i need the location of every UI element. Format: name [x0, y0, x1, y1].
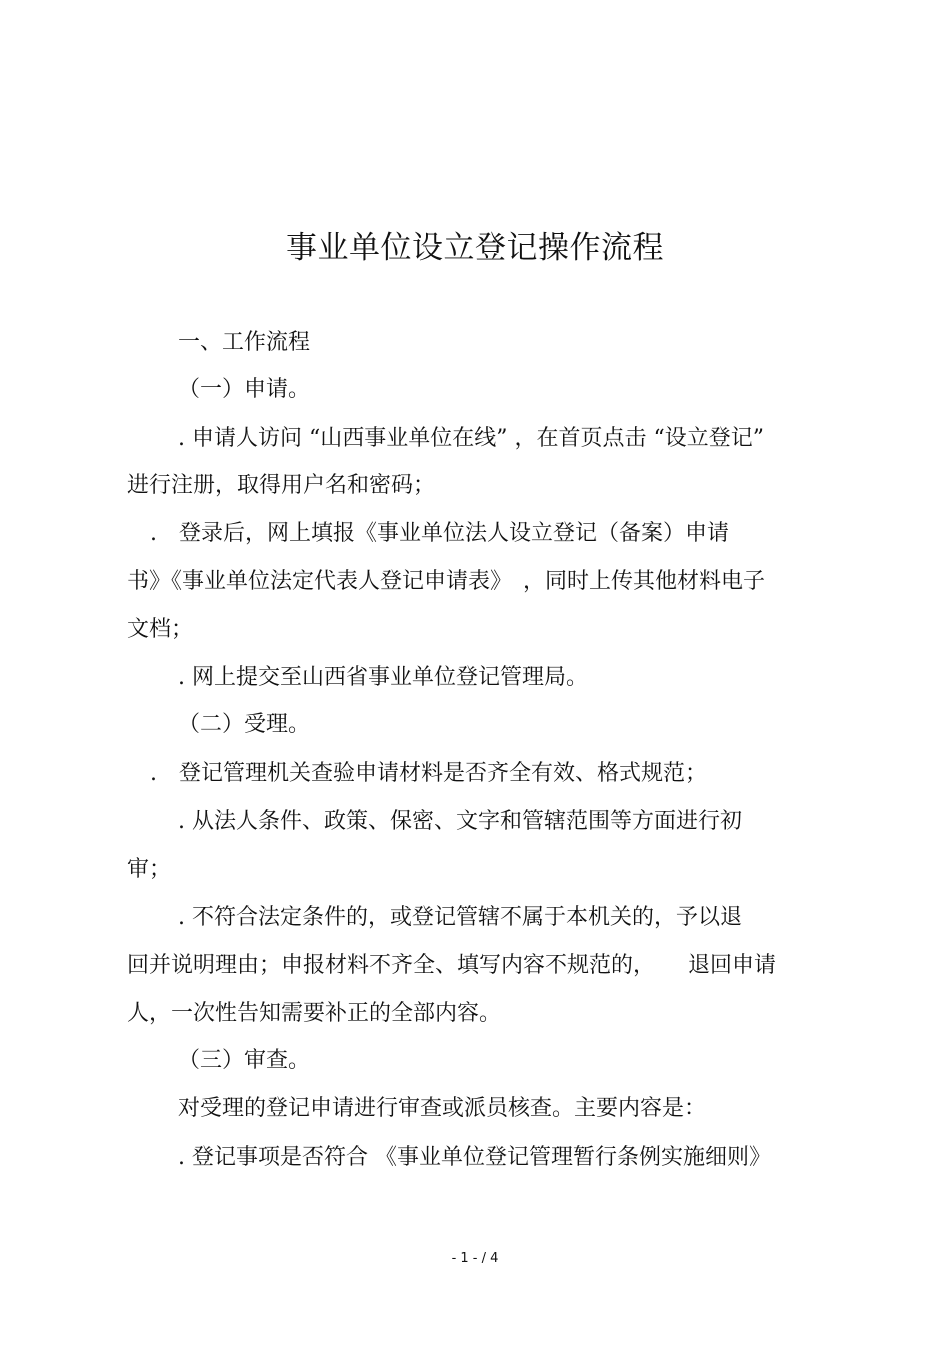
subsection-heading: （一）申请。: [178, 377, 311, 402]
paragraph-line: . 登记管理机关查验申请材料是否齐全有效、格式规范；: [150, 761, 707, 786]
paragraph-line: 回并说明理由；申报材料不齐全、填写内容不规范的， 退回申请: [127, 953, 777, 978]
paragraph-line: 人，一次性告知需要补正的全部内容。: [127, 1001, 502, 1026]
paragraph-line: . 从法人条件、政策、保密、文字和管辖范围等方面进行初: [178, 809, 742, 834]
paragraph-line: 对受理的登记申请进行审查或派员核查。主要内容是：: [178, 1096, 707, 1121]
paragraph-line: . 申请人访问 “山西事业单位在线” ，在首页点击 “设立登记”: [178, 426, 764, 451]
paragraph-line: . 登录后，网上填报《事业单位法人设立登记（备案）申请: [150, 521, 729, 546]
paragraph-line: 进行注册，取得用户名和密码；: [127, 473, 436, 498]
section-heading: 一、工作流程: [178, 330, 311, 355]
document-title: 事业单位设立登记操作流程: [286, 230, 664, 266]
subsection-heading: （二）受理。: [178, 712, 311, 737]
page-number: - 1 - / 4: [451, 1251, 499, 1266]
paragraph-line: . 登记事项是否符合 《事业单位登记管理暂行条例实施细则》: [178, 1145, 771, 1170]
subsection-heading: （三）审查。: [178, 1048, 311, 1073]
paragraph-line: . 网上提交至山西省事业单位登记管理局。: [178, 665, 588, 690]
paragraph-line: 书》《事业单位法定代表人登记申请表》 ，同时上传其他材料电子: [127, 569, 766, 594]
paragraph-line: . 不符合法定条件的，或登记管辖不属于本机关的，予以退: [178, 905, 742, 930]
paragraph-line: 文档；: [127, 617, 194, 642]
paragraph-line: 审；: [127, 857, 172, 882]
